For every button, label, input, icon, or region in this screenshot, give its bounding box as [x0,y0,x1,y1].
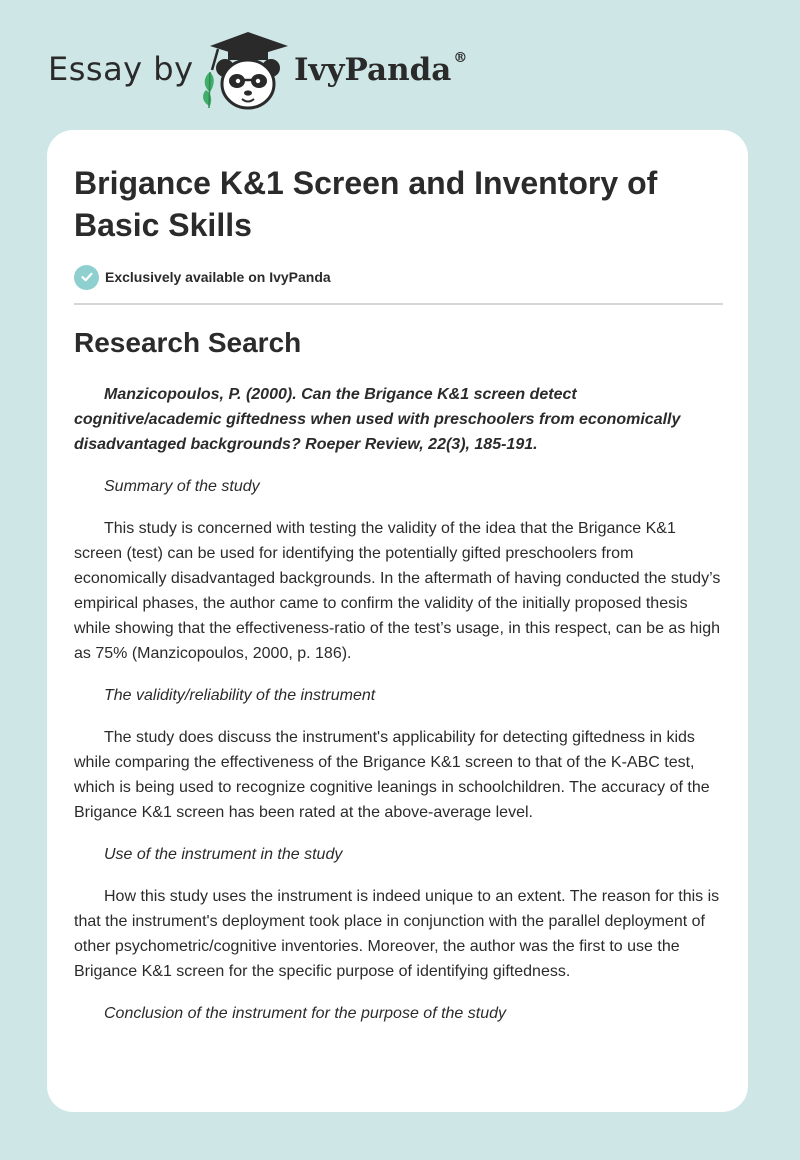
essay-body [74,382,724,1043]
essay-card [47,130,748,1112]
site-header [48,28,508,118]
badge-text: Exclusively available on IvyPanda [105,269,331,285]
body-paragraph: This study is concerned with testing the validity of the idea that the Brigance K&1 screen (test) can be used for identifying the potentially gifted preschoolers from economically disadvantaged backgrounds. In the aftermath of having conducted the study’s empirical phases, the author came to confirm the validity of the initially proposed thesis while showing that the effectiveness-ratio of the test’s usage, in this respect, can be as high as 75% (Manzicopoulos, 2000, p. 186). [74,520,721,662]
registered-mark: ® [453,50,468,66]
availability-badge [74,264,331,290]
subheading-conclusion: Conclusion of the instrument for the purpose of the study [104,1005,507,1022]
title-divider [74,303,723,305]
section-heading: Research Search [74,327,302,358]
subheading-validity: The validity/reliability of the instrument [104,687,376,704]
brand-prefix: Essay by [48,50,194,88]
subheading-use: Use of the instrument in the study [104,846,343,863]
citation-paragraph: Manzicopoulos, P. (2000). Can the Brigance K&1 screen detect cognitive/academic giftedness when used with preschoolers from economically disadvantaged backgrounds? Roeper Review, 22(3), 185-191. [74,386,681,453]
panda-logo-icon[interactable] [198,28,294,112]
subheading-summary: Summary of the study [104,478,260,495]
brand-name[interactable]: IvyPanda ® [294,50,468,88]
body-paragraph: How this study uses the instrument is indeed unique to an extent. The reason for this is that the instrument's deployment took place in conjunction with the parallel deployment of other psychometric/cognitive inventories. Moreover, the author was the first to use the Brigance K&1 screen for the specific purpose of identifying giftedness. [74,888,720,980]
body-paragraph: The study does discuss the instrument's applicability for detecting giftedness in kids while comparing the effectiveness of the Brigance K&1 screen to that of the K-ABC test, which is being used to recognize cognitive leanings in schoolchildren. The accuracy of the Brigance K&1 screen has been rated at the above-average level. [74,729,710,821]
check-circle-icon [74,265,99,290]
essay-title: Brigance K&1 Screen and Inventory of Basic Skills [74,165,658,243]
